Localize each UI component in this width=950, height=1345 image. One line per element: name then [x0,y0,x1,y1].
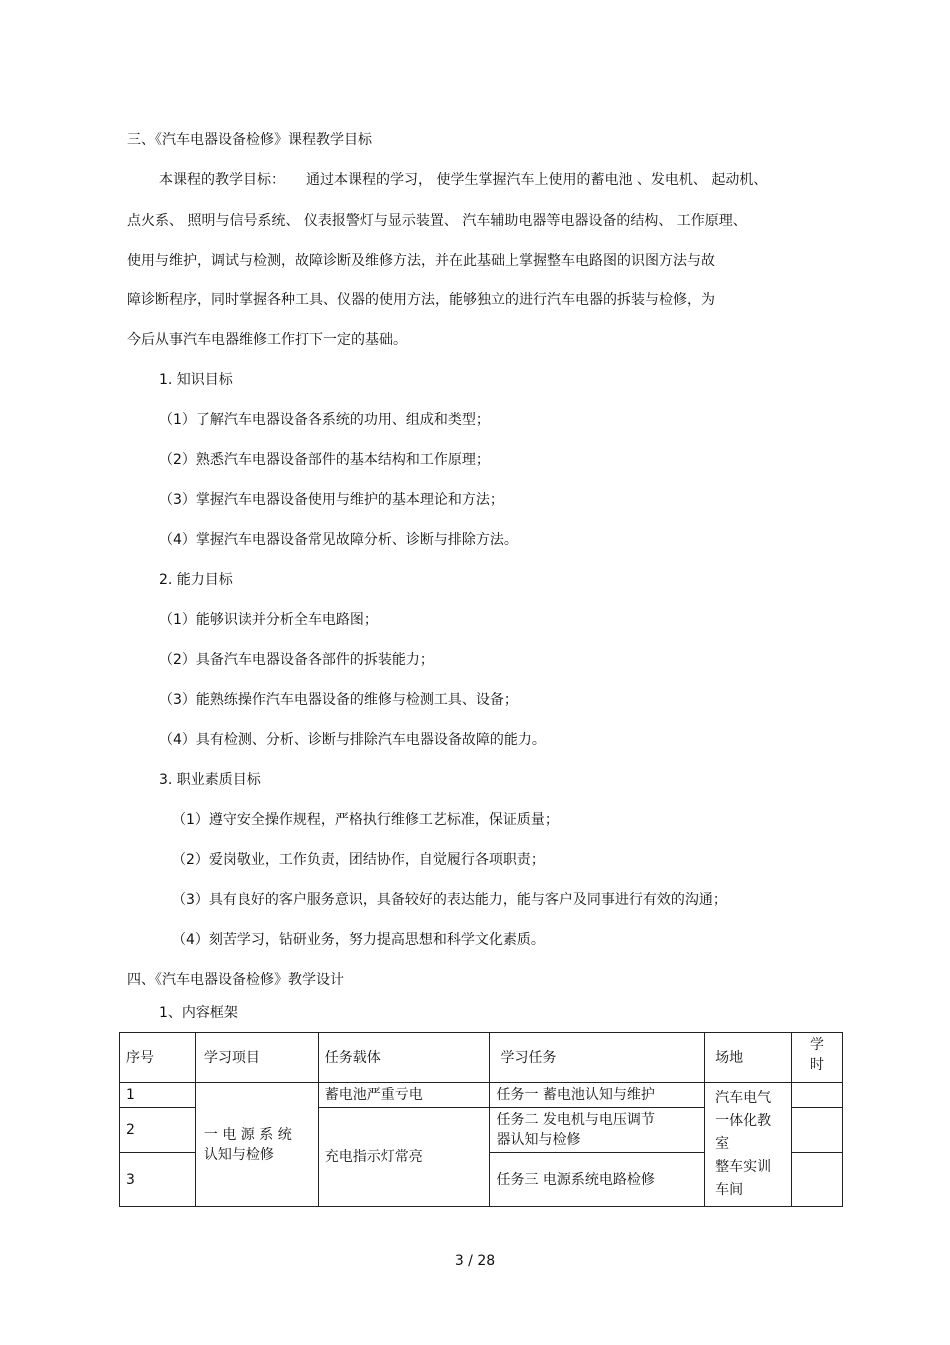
row2-hours [792,1108,843,1153]
knowledge-title: 1. 知识目标 [159,372,233,388]
row3-num: 3 [120,1153,196,1207]
venue-line3: 室 [715,1136,730,1152]
venue-line5: 车间 [715,1182,744,1198]
header-hours-line1: 学 [810,1037,824,1053]
venue-line4: 整车实训 [715,1159,772,1175]
section4-heading: 四、《汽车电器设备检修》教学设计 [127,972,344,988]
row1-hours [792,1083,843,1108]
quality-item-3: （3）具有良好的客户服务意识，具备较好的表达能力，能与客户及同事进行有效的沟通； [172,892,727,908]
content-framework-table [119,1032,843,1207]
section3-heading: 三、《汽车电器设备检修》课程教学目标 [127,132,372,148]
ability-item-2: （2）具备汽车电器设备各部件的拆装能力； [159,652,434,668]
table-row [120,1083,843,1108]
venue-line2: 一体化教 [715,1113,772,1129]
knowledge-item-2: （2）熟悉汽车电器设备部件的基本结构和工作原理； [159,452,490,468]
header-project: 学习项目 [195,1033,318,1083]
row1-num: 1 [120,1083,196,1108]
header-hours [792,1033,843,1083]
quality-item-2: （2）爱岗敬业，工作负责，团结协作，自觉履行各项职责； [172,852,545,868]
intro-line-5: 今后从事汽车电器维修工作打下一定的基础。 [127,332,407,348]
project-line2: 认知与检修 [203,1146,274,1163]
intro-line-2: 点火系、 照明与信号系统、 仪表报警灯与显示装置、 汽车辅助电器等电器设备的结构、 工作原理、 [127,213,747,229]
row2-num: 2 [120,1108,196,1153]
ability-title: 2. 能力目标 [159,572,233,588]
row2-task-line2: 器认知与检修 [496,1132,581,1148]
venue-cell [705,1083,792,1207]
header-task: 学习任务 [490,1033,705,1083]
section4-subheading: 1、内容框架 [159,1005,238,1021]
intro-line-3: 使用与维护，调试与检测，故障诊断及维修方法，并在此基础上掌握整车电路图的识图方法与故 [127,253,715,269]
venue-line1: 汽车电气 [715,1090,772,1106]
row3-task: 任务三 电源系统电路检修 [490,1153,705,1207]
ability-item-1: （1）能够识读并分析全车电路图； [159,612,378,628]
knowledge-item-4: （4）掌握汽车电器设备常见故障分析、诊断与排除方法。 [159,532,518,548]
header-venue: 场地 [705,1033,792,1083]
quality-item-1: （1）遵守安全操作规程，严格执行维修工艺标准，保证质量； [172,812,559,828]
page-number: 3 / 28 [454,1253,496,1269]
quality-title: 3. 职业素质目标 [159,772,261,788]
shared-carrier-cell: 充电指示灯常亮 [318,1108,490,1207]
row1-task: 任务一 蓄电池认知与维护 [490,1083,705,1108]
intro-line-1: 通过本课程的学习， 使学生掌握汽车上使用的蓄电池 、发电机、 起动机、 [306,172,768,188]
ability-item-3: （3）能熟练操作汽车电器设备的维修与检测工具、设备； [159,692,518,708]
project-line1: 一 电 源 系 统 [203,1126,292,1143]
ability-item-4: （4）具有检测、分析、诊断与排除汽车电器设备故障的能力。 [159,732,546,748]
knowledge-item-1: （1）了解汽车电器设备各系统的功用、组成和类型； [159,412,490,428]
intro-line-4: 障诊断程序，同时掌握各种工具、仪器的使用方法，能够独立的进行汽车电器的拆装与检修，为 [127,292,715,308]
header-num: 序号 [120,1033,196,1083]
knowledge-item-3: （3）掌握汽车电器设备使用与维护的基本理论和方法； [159,492,504,508]
row1-carrier: 蓄电池严重亏电 [318,1083,490,1108]
quality-item-4: （4）刻苦学习，钻研业务，努力提高思想和科学文化素质。 [172,932,545,948]
row2-task [490,1108,705,1153]
table-header-row [120,1033,843,1083]
project-cell [195,1083,318,1207]
header-carrier: 任务载体 [318,1033,490,1083]
intro-label: 本课程的教学目标： [159,172,285,188]
row2-task-line1: 任务二 发电机与电压调节 [496,1112,655,1128]
header-hours-line2: 时 [810,1057,824,1073]
row3-hours [792,1153,843,1207]
